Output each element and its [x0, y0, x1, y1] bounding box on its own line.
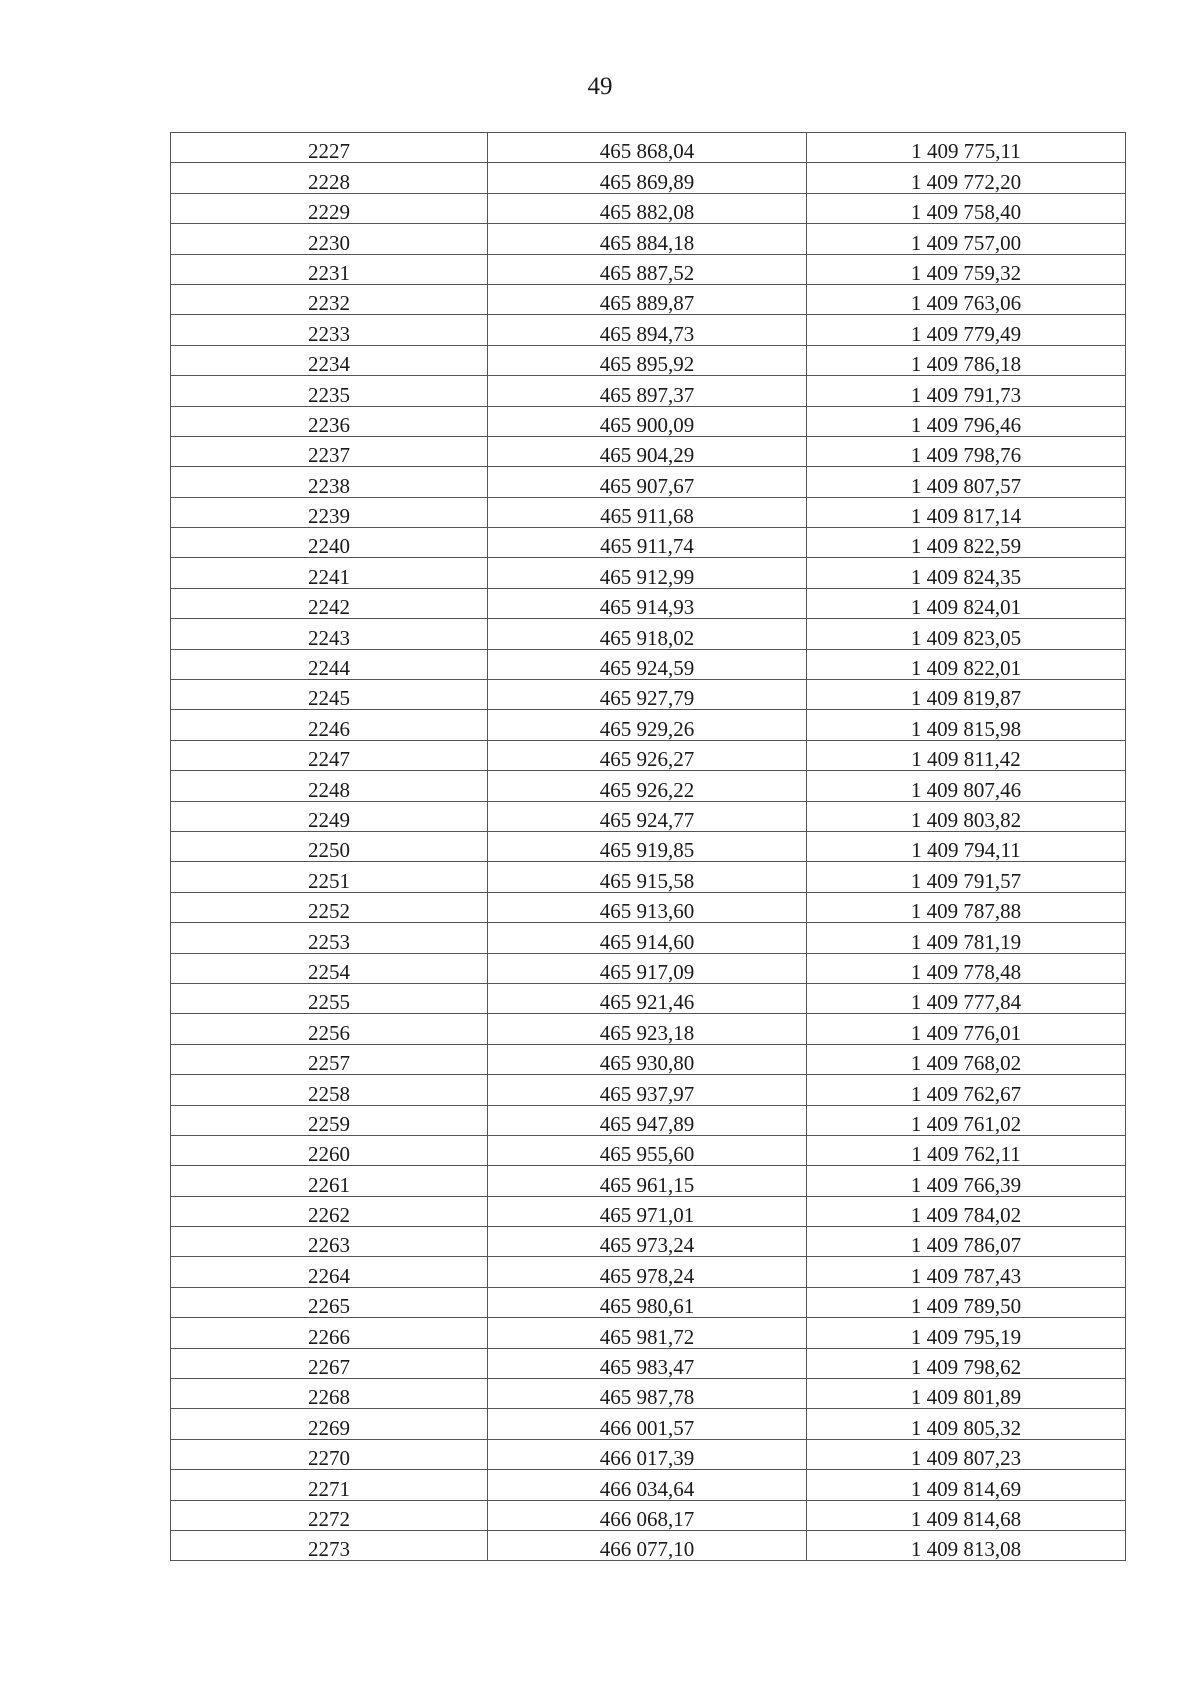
table-row	[171, 588, 1126, 618]
y-coordinate-cell: 1 409 776,01	[807, 1014, 1126, 1044]
x-coordinate-cell: 466 001,57	[488, 1409, 807, 1439]
table-row	[171, 862, 1126, 892]
table-row	[171, 528, 1126, 558]
x-coordinate-cell: 465 924,77	[488, 801, 807, 831]
y-coordinate-cell: 1 409 786,07	[807, 1227, 1126, 1257]
y-coordinate-cell: 1 409 819,87	[807, 680, 1126, 710]
point-number-cell: 2236	[171, 406, 488, 436]
point-number-cell: 2269	[171, 1409, 488, 1439]
x-coordinate-cell: 465 918,02	[488, 619, 807, 649]
y-coordinate-cell: 1 409 807,23	[807, 1439, 1126, 1469]
y-coordinate-cell: 1 409 817,14	[807, 497, 1126, 527]
x-coordinate-cell: 465 926,27	[488, 740, 807, 770]
x-coordinate-cell: 465 915,58	[488, 862, 807, 892]
table-row	[171, 224, 1126, 254]
point-number-cell: 2271	[171, 1470, 488, 1500]
table-row	[171, 1075, 1126, 1105]
x-coordinate-cell: 465 904,29	[488, 436, 807, 466]
point-number-cell: 2270	[171, 1439, 488, 1469]
point-number-cell: 2231	[171, 254, 488, 284]
table-row	[171, 1318, 1126, 1348]
table-row	[171, 467, 1126, 497]
y-coordinate-cell: 1 409 762,11	[807, 1135, 1126, 1165]
y-coordinate-cell: 1 409 798,62	[807, 1348, 1126, 1378]
table-row	[171, 376, 1126, 406]
y-coordinate-cell: 1 409 757,00	[807, 224, 1126, 254]
table-row	[171, 1439, 1126, 1469]
y-coordinate-cell: 1 409 787,88	[807, 892, 1126, 922]
table-row	[171, 892, 1126, 922]
coordinates-table-body	[171, 133, 1126, 1561]
table-row	[171, 619, 1126, 649]
point-number-cell: 2264	[171, 1257, 488, 1287]
point-number-cell: 2247	[171, 740, 488, 770]
coordinates-table	[170, 132, 1126, 1561]
y-coordinate-cell: 1 409 787,43	[807, 1257, 1126, 1287]
y-coordinate-cell: 1 409 759,32	[807, 254, 1126, 284]
x-coordinate-cell: 465 882,08	[488, 193, 807, 223]
table-row	[171, 680, 1126, 710]
point-number-cell: 2240	[171, 528, 488, 558]
y-coordinate-cell: 1 409 801,89	[807, 1379, 1126, 1409]
y-coordinate-cell: 1 409 813,08	[807, 1530, 1126, 1560]
x-coordinate-cell: 465 897,37	[488, 376, 807, 406]
table-row	[171, 1500, 1126, 1530]
y-coordinate-cell: 1 409 762,67	[807, 1075, 1126, 1105]
point-number-cell: 2243	[171, 619, 488, 649]
y-coordinate-cell: 1 409 781,19	[807, 923, 1126, 953]
x-coordinate-cell: 465 930,80	[488, 1044, 807, 1074]
y-coordinate-cell: 1 409 784,02	[807, 1196, 1126, 1226]
x-coordinate-cell: 465 973,24	[488, 1227, 807, 1257]
y-coordinate-cell: 1 409 815,98	[807, 710, 1126, 740]
y-coordinate-cell: 1 409 814,68	[807, 1500, 1126, 1530]
x-coordinate-cell: 465 914,60	[488, 923, 807, 953]
x-coordinate-cell: 465 981,72	[488, 1318, 807, 1348]
table-row	[171, 133, 1126, 163]
x-coordinate-cell: 465 926,22	[488, 771, 807, 801]
table-row	[171, 193, 1126, 223]
y-coordinate-cell: 1 409 824,35	[807, 558, 1126, 588]
table-row	[171, 254, 1126, 284]
point-number-cell: 2241	[171, 558, 488, 588]
y-coordinate-cell: 1 409 798,76	[807, 436, 1126, 466]
table-row	[171, 1379, 1126, 1409]
x-coordinate-cell: 465 900,09	[488, 406, 807, 436]
point-number-cell: 2255	[171, 983, 488, 1013]
y-coordinate-cell: 1 409 803,82	[807, 801, 1126, 831]
y-coordinate-cell: 1 409 786,18	[807, 345, 1126, 375]
x-coordinate-cell: 465 917,09	[488, 953, 807, 983]
x-coordinate-cell: 466 017,39	[488, 1439, 807, 1469]
y-coordinate-cell: 1 409 807,46	[807, 771, 1126, 801]
point-number-cell: 2259	[171, 1105, 488, 1135]
y-coordinate-cell: 1 409 795,19	[807, 1318, 1126, 1348]
y-coordinate-cell: 1 409 822,01	[807, 649, 1126, 679]
table-row	[171, 801, 1126, 831]
x-coordinate-cell: 465 923,18	[488, 1014, 807, 1044]
table-row	[171, 1196, 1126, 1226]
x-coordinate-cell: 465 894,73	[488, 315, 807, 345]
point-number-cell: 2258	[171, 1075, 488, 1105]
point-number-cell: 2254	[171, 953, 488, 983]
point-number-cell: 2239	[171, 497, 488, 527]
x-coordinate-cell: 465 987,78	[488, 1379, 807, 1409]
page-number: 49	[587, 73, 613, 100]
table-row	[171, 1287, 1126, 1317]
y-coordinate-cell: 1 409 766,39	[807, 1166, 1126, 1196]
point-number-cell: 2261	[171, 1166, 488, 1196]
table-row	[171, 1409, 1126, 1439]
x-coordinate-cell: 465 914,93	[488, 588, 807, 618]
point-number-cell: 2235	[171, 376, 488, 406]
x-coordinate-cell: 465 955,60	[488, 1135, 807, 1165]
point-number-cell: 2268	[171, 1379, 488, 1409]
point-number-cell: 2230	[171, 224, 488, 254]
table-row	[171, 1135, 1126, 1165]
x-coordinate-cell: 465 911,68	[488, 497, 807, 527]
table-row	[171, 710, 1126, 740]
point-number-cell: 2262	[171, 1196, 488, 1226]
point-number-cell: 2253	[171, 923, 488, 953]
y-coordinate-cell: 1 409 791,73	[807, 376, 1126, 406]
table-row	[171, 497, 1126, 527]
y-coordinate-cell: 1 409 791,57	[807, 862, 1126, 892]
y-coordinate-cell: 1 409 763,06	[807, 284, 1126, 314]
point-number-cell: 2257	[171, 1044, 488, 1074]
point-number-cell: 2251	[171, 862, 488, 892]
x-coordinate-cell: 465 887,52	[488, 254, 807, 284]
y-coordinate-cell: 1 409 758,40	[807, 193, 1126, 223]
x-coordinate-cell: 465 947,89	[488, 1105, 807, 1135]
table-row	[171, 345, 1126, 375]
point-number-cell: 2263	[171, 1227, 488, 1257]
point-number-cell: 2249	[171, 801, 488, 831]
table-row	[171, 923, 1126, 953]
point-number-cell: 2227	[171, 133, 488, 163]
point-number-cell: 2233	[171, 315, 488, 345]
y-coordinate-cell: 1 409 768,02	[807, 1044, 1126, 1074]
table-row	[171, 284, 1126, 314]
point-number-cell: 2273	[171, 1530, 488, 1560]
table-row	[171, 558, 1126, 588]
table-row	[171, 831, 1126, 861]
y-coordinate-cell: 1 409 779,49	[807, 315, 1126, 345]
table-row	[171, 649, 1126, 679]
table-row	[171, 1257, 1126, 1287]
x-coordinate-cell: 465 961,15	[488, 1166, 807, 1196]
table-row	[171, 1530, 1126, 1560]
x-coordinate-cell: 465 868,04	[488, 133, 807, 163]
point-number-cell: 2228	[171, 163, 488, 193]
y-coordinate-cell: 1 409 824,01	[807, 588, 1126, 618]
point-number-cell: 2238	[171, 467, 488, 497]
x-coordinate-cell: 465 980,61	[488, 1287, 807, 1317]
point-number-cell: 2229	[171, 193, 488, 223]
point-number-cell: 2237	[171, 436, 488, 466]
x-coordinate-cell: 466 068,17	[488, 1500, 807, 1530]
point-number-cell: 2234	[171, 345, 488, 375]
table-row	[171, 771, 1126, 801]
table-row	[171, 1044, 1126, 1074]
table-row	[171, 1105, 1126, 1135]
table-row	[171, 436, 1126, 466]
point-number-cell: 2252	[171, 892, 488, 922]
x-coordinate-cell: 465 927,79	[488, 680, 807, 710]
table-row	[171, 983, 1126, 1013]
x-coordinate-cell: 465 971,01	[488, 1196, 807, 1226]
y-coordinate-cell: 1 409 761,02	[807, 1105, 1126, 1135]
y-coordinate-cell: 1 409 807,57	[807, 467, 1126, 497]
x-coordinate-cell: 465 895,92	[488, 345, 807, 375]
point-number-cell: 2244	[171, 649, 488, 679]
point-number-cell: 2242	[171, 588, 488, 618]
x-coordinate-cell: 465 912,99	[488, 558, 807, 588]
point-number-cell: 2248	[171, 771, 488, 801]
x-coordinate-cell: 465 919,85	[488, 831, 807, 861]
point-number-cell: 2246	[171, 710, 488, 740]
y-coordinate-cell: 1 409 822,59	[807, 528, 1126, 558]
x-coordinate-cell: 465 889,87	[488, 284, 807, 314]
x-coordinate-cell: 465 978,24	[488, 1257, 807, 1287]
y-coordinate-cell: 1 409 814,69	[807, 1470, 1126, 1500]
x-coordinate-cell: 465 924,59	[488, 649, 807, 679]
table-row	[171, 740, 1126, 770]
y-coordinate-cell: 1 409 772,20	[807, 163, 1126, 193]
x-coordinate-cell: 465 907,67	[488, 467, 807, 497]
x-coordinate-cell: 465 913,60	[488, 892, 807, 922]
point-number-cell: 2267	[171, 1348, 488, 1378]
table-row	[171, 315, 1126, 345]
x-coordinate-cell: 465 884,18	[488, 224, 807, 254]
point-number-cell: 2250	[171, 831, 488, 861]
x-coordinate-cell: 466 034,64	[488, 1470, 807, 1500]
point-number-cell: 2266	[171, 1318, 488, 1348]
x-coordinate-cell: 466 077,10	[488, 1530, 807, 1560]
x-coordinate-cell: 465 937,97	[488, 1075, 807, 1105]
x-coordinate-cell: 465 911,74	[488, 528, 807, 558]
point-number-cell: 2272	[171, 1500, 488, 1530]
y-coordinate-cell: 1 409 805,32	[807, 1409, 1126, 1439]
y-coordinate-cell: 1 409 777,84	[807, 983, 1126, 1013]
table-row	[171, 163, 1126, 193]
point-number-cell: 2245	[171, 680, 488, 710]
x-coordinate-cell: 465 929,26	[488, 710, 807, 740]
table-row	[171, 1014, 1126, 1044]
y-coordinate-cell: 1 409 823,05	[807, 619, 1126, 649]
y-coordinate-cell: 1 409 796,46	[807, 406, 1126, 436]
y-coordinate-cell: 1 409 775,11	[807, 133, 1126, 163]
x-coordinate-cell: 465 983,47	[488, 1348, 807, 1378]
point-number-cell: 2232	[171, 284, 488, 314]
table-row	[171, 953, 1126, 983]
table-row	[171, 1348, 1126, 1378]
y-coordinate-cell: 1 409 794,11	[807, 831, 1126, 861]
table-row	[171, 1166, 1126, 1196]
y-coordinate-cell: 1 409 789,50	[807, 1287, 1126, 1317]
table-row	[171, 1227, 1126, 1257]
x-coordinate-cell: 465 869,89	[488, 163, 807, 193]
y-coordinate-cell: 1 409 811,42	[807, 740, 1126, 770]
y-coordinate-cell: 1 409 778,48	[807, 953, 1126, 983]
x-coordinate-cell: 465 921,46	[488, 983, 807, 1013]
point-number-cell: 2256	[171, 1014, 488, 1044]
point-number-cell: 2265	[171, 1287, 488, 1317]
table-row	[171, 1470, 1126, 1500]
table-row	[171, 406, 1126, 436]
point-number-cell: 2260	[171, 1135, 488, 1165]
